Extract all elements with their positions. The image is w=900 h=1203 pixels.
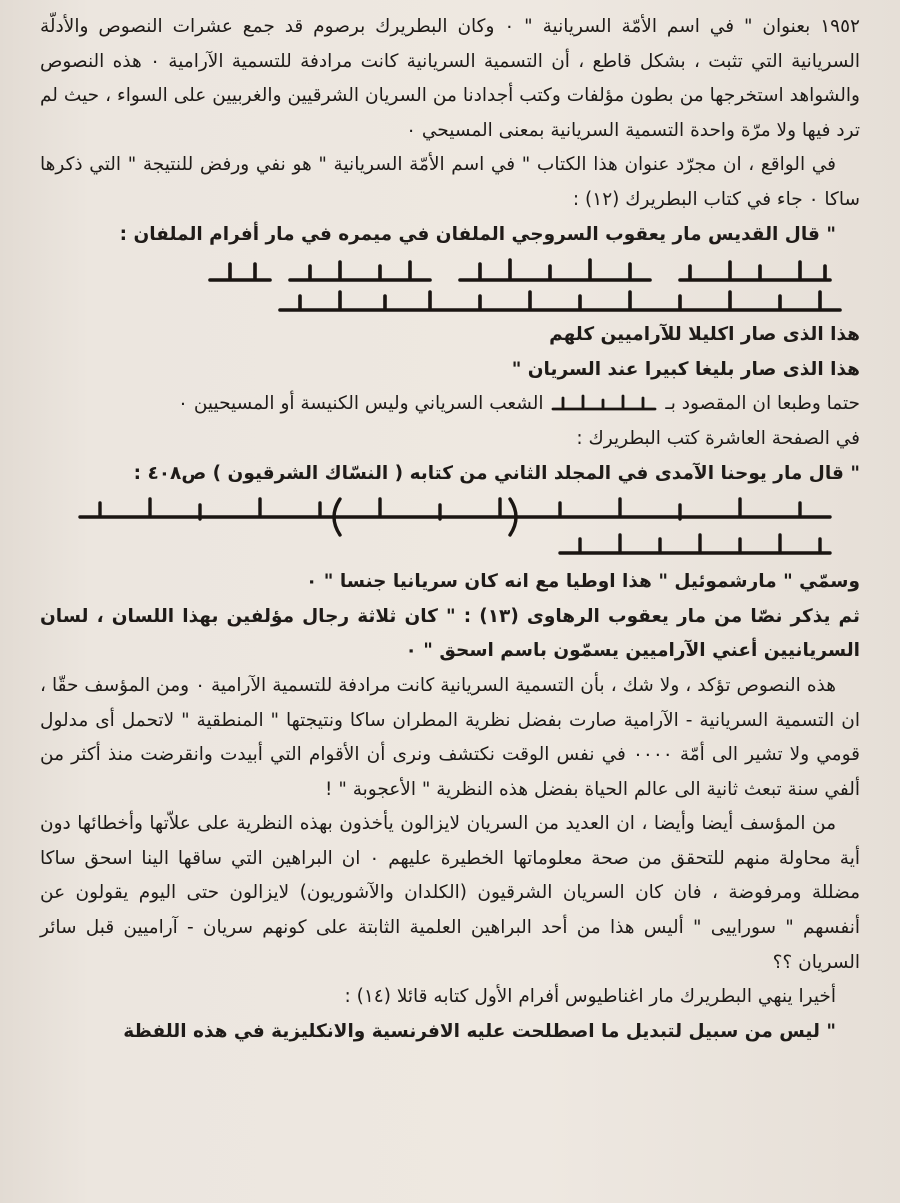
quote-line-2: هذا الذى صار بليغا كبيرا عند السريان "	[511, 358, 860, 380]
quote-intro-2: " قال مار يوحنا الآمدى في المجلد الثاني من كتابه ( النسّاك الشرقيون ) ص٤٠٨ :	[133, 462, 860, 484]
paragraph-2: في الواقع ، ان مجرّد عنوان هذا الكتاب " في اسم الأمّة السريانية " هو نفي ورفض للنتيجة " التي ذكرها ساكا ٠ جاء في كتاب البطريرك (١٢) :	[40, 154, 860, 210]
syriac-script-image-2	[40, 491, 860, 565]
paragraph-10: " ليس من سبيل لتبديل ما اصطلحت عليه الافرنسية والانكليزية في هذه اللفظة	[123, 1020, 836, 1042]
paragraph-8: من المؤسف أيضا وأيضا ، ان العديد من السريان لايزالون يأخذون بهذه النظرية على علاّتها وأخطائها دون أية محاولة منهم للتحقق من صحة معلوماتها الخطيرة عليهم ٠ ان البراهين التي ساقها الينا اسحق ساكا مضللة ومرفوضة ، فان كان السريان الشرقيون (الكلدان والآشوريون) لايزالون حتى اليوم يقولون عن أنفسهم " سوراييى " أليس هذا من أحد البراهين العلمية الثابتة على كونهم سريان - آراميين قبل سائر السريان ؟؟	[40, 813, 860, 973]
syriac-word-image	[549, 392, 659, 416]
paragraph-3-end: الشعب السرياني وليس الكنيسة أو المسيحيين ٠	[178, 393, 544, 415]
syriac-quote-2	[40, 491, 860, 565]
paragraph-6: ثم يذكر نصّا من مار يعقوب الرهاوى (١٣) : " كان ثلاثة رجال مؤلفين بهذا اللسان ، لسان السريانيين أعني الآراميين يسمّون باسم اسحق " ٠	[40, 605, 860, 662]
syriac-script-image-1	[40, 252, 860, 318]
page-text	[40, 10, 860, 1049]
paragraph-9: أخيرا ينهي البطريرك مار اغناطيوس أفرام الأول كتابه قائلا (١٤) :	[344, 986, 836, 1008]
paragraph-3	[40, 387, 860, 422]
quote-intro-1: " قال القديس مار يعقوب السروجي الملفان في ميمره في مار أفرام الملفان :	[119, 223, 836, 245]
quote-line-1: هذا الذى صار اكليلا للآراميين كلهم	[549, 324, 860, 346]
paragraph-5: وسمّي " مارشموئيل " هذا اوطيا مع انه كان سريانيا جنسا " ٠	[306, 571, 860, 593]
syriac-quote-1	[40, 252, 860, 318]
paragraph-4: في الصفحة العاشرة كتب البطريرك :	[576, 427, 860, 449]
paragraph-1: ١٩٥٢ بعنوان " في اسم الأمّة السريانية " ٠ وكان البطريرك برصوم قد جمع عشرات النصوص والأدلّة السريانية التي تثبت ، بشكل قاطع ، أن التسمية السريانية كانت مرادفة للتسمية الآرامية ٠ هذه النصوص والشواهد استخرجها من بطون مؤلفات وكتب أجدادنا من السريان الشرقيين والغربيين على السواء ، حيث لم ترد فيها ولا مرّة واحدة التسمية السريانية بمعنى المسيحي ٠	[40, 16, 860, 141]
paragraph-7: هذه النصوص تؤكد ، ولا شك ، بأن التسمية السريانية كانت مرادفة للتسمية الآرامية ٠ ومن المؤسف حقّا ، ان التسمية السريانية - الآرامية صارت بفضل نظرية المطران ساكا ونتيجتها " المنطقية " لاتحمل أى مدلول قومي ولا تشير الى أمّة ٠٠٠٠ في نفس الوقت نكتشف ونرى أن الأقوام التي أبيدت وانقرضت منذ أكثر من ألفي سنة تبعث ثانية الى عالم الحياة بفضل هذه النظرية " الأعجوبة " !	[40, 674, 860, 800]
paragraph-3-start: حتما وطبعا ان المقصود بـ	[665, 393, 860, 415]
